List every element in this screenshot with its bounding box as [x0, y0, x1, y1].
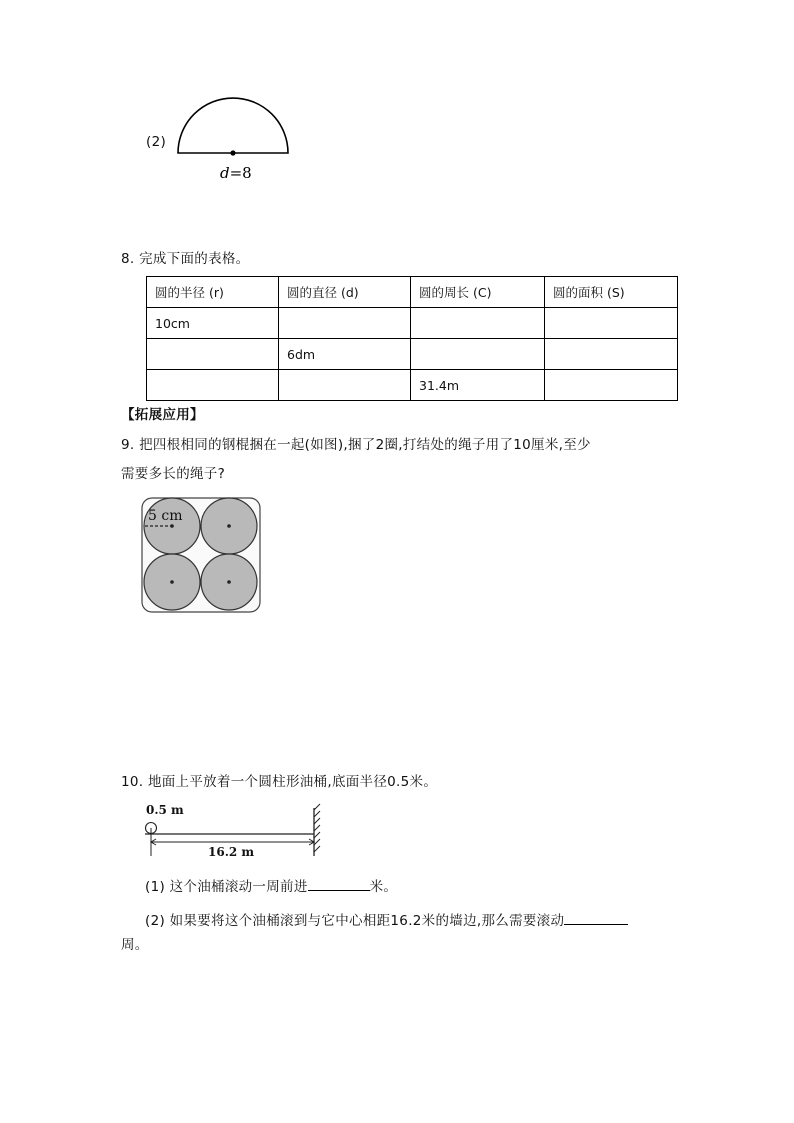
table-cell[interactable] — [279, 308, 411, 339]
figure-2-label: (2) — [146, 134, 167, 150]
oil-drum-figure — [140, 800, 330, 860]
answer-blank[interactable] — [308, 876, 370, 891]
q10-sub2-unit: 周。 — [121, 937, 149, 953]
table-header-cell: 圆的周长 (C) — [411, 277, 545, 308]
table-cell[interactable] — [279, 370, 411, 401]
table-cell[interactable]: 10cm — [147, 308, 279, 339]
table-header-cell: 圆的直径 (d) — [279, 277, 411, 308]
table-cell[interactable] — [411, 339, 545, 370]
table-cell[interactable]: 6dm — [279, 339, 411, 370]
table-row — [147, 370, 678, 401]
q9-line1: 9. 把四根相同的钢棍捆在一起(如图),捆了2圈,打结处的绳子用了10厘米,至少 — [121, 437, 591, 453]
table-cell[interactable] — [147, 339, 279, 370]
table-row — [147, 339, 678, 370]
q10-title: 10. 地面上平放着一个圆柱形油桶,底面半径0.5米。 — [121, 774, 438, 790]
table-header-cell: 圆的半径 (r) — [147, 277, 279, 308]
q10-sub2 — [145, 910, 628, 930]
q10-sub1-text: (1) 这个油桶滚动一周前进 — [145, 879, 308, 895]
table-header-row — [147, 277, 678, 308]
q9-line2: 需要多长的绳子? — [121, 466, 226, 482]
table-cell[interactable] — [147, 370, 279, 401]
table-cell[interactable]: 31.4m — [411, 370, 545, 401]
svg-text:d=8 — [220, 164, 252, 182]
table-cell[interactable] — [545, 339, 678, 370]
table-header-cell: 圆的面积 (S) — [545, 277, 678, 308]
q10-sub1 — [145, 876, 397, 896]
table-cell[interactable] — [411, 308, 545, 339]
circle-table — [146, 276, 678, 401]
section-heading: 【拓展应用】 — [121, 407, 204, 423]
drum-radius-label: 0.5 m — [146, 803, 184, 817]
answer-blank[interactable] — [564, 910, 628, 925]
table-cell[interactable] — [545, 370, 678, 401]
diameter-symbol: d — [220, 164, 230, 182]
semicircle-figure — [170, 90, 300, 190]
radius-label: 5 cm — [148, 508, 183, 524]
diameter-value: =8 — [229, 164, 252, 182]
steel-rods-figure — [140, 496, 262, 614]
table-row — [147, 308, 678, 339]
distance-label: 16.2 m — [208, 845, 255, 859]
q10-sub2-text: (2) 如果要将这个油桶滚到与它中心相距16.2米的墙边,那么需要滚动 — [145, 913, 565, 929]
q10-sub1-unit: 米。 — [369, 879, 398, 895]
q8-title: 8. 完成下面的表格。 — [121, 251, 250, 267]
table-cell[interactable] — [545, 308, 678, 339]
